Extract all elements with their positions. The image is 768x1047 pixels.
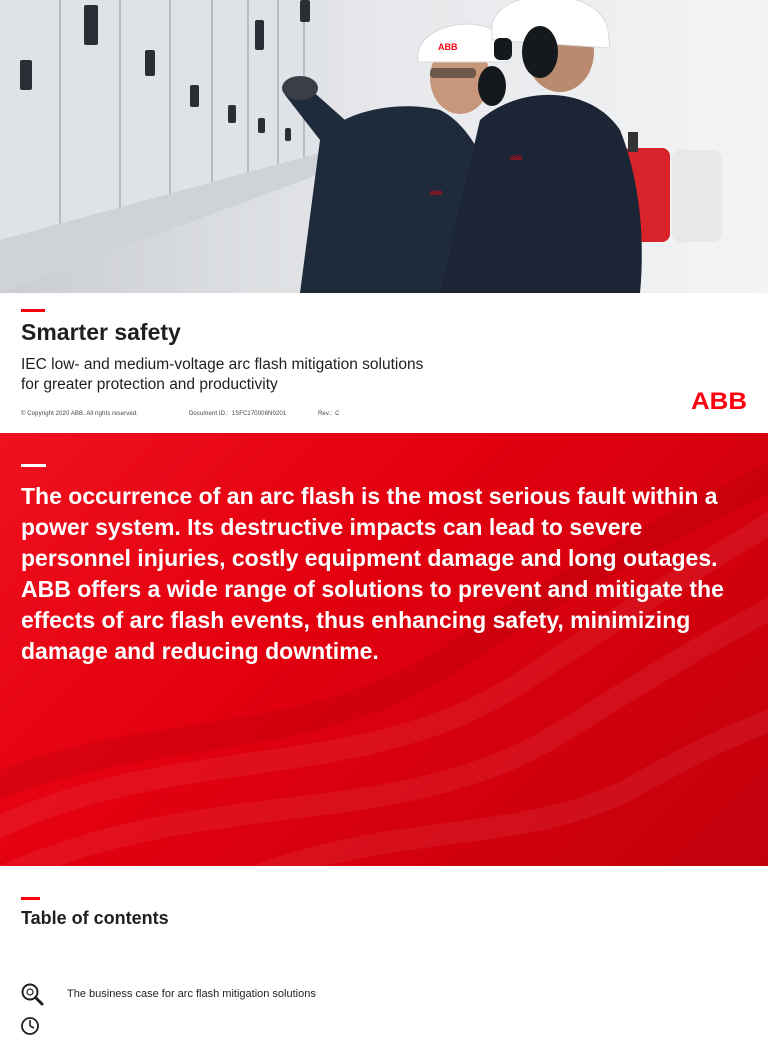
intro-accent-bar [21,464,46,467]
intro-panel [0,433,768,866]
abb-logo [691,388,747,412]
svg-text:ABB: ABB [430,191,443,197]
copyright-notice: © Copyright 2020 ABB. All rights reserved. [21,411,139,417]
toc-item-label: The business case for arc flash mitigation solutions [67,988,316,1000]
toc-item[interactable] [18,980,316,1008]
title-accent-bar [21,309,45,312]
svg-text:ABB: ABB [438,42,458,52]
document-id [189,411,286,417]
toc-accent-bar [21,897,40,900]
toc-item[interactable] [18,1014,67,1042]
document-id-value: 1SFC170008N0201 [231,411,287,417]
page-subtitle [21,355,491,394]
document-id-label: Document ID.: [189,411,229,417]
revision-value: C [335,411,340,417]
subtitle-line-2: for greater protection and productivity [21,375,278,393]
page-title: Smarter safety [21,319,181,345]
clock-icon [18,1014,46,1042]
svg-text:ABB: ABB [510,156,523,162]
intro-paragraph: The occurrence of an arc flash is the most serious fault within a power system. Its destructive impacts can lead to severe personnel injuries, costly equipment damage and long outages. ABB offers a wide range of solutions to prevent and mitigate the effects of arc flash events, thus enhancing safety, minimizing damage and reducing downtime. [21,483,724,664]
hero-photo [0,0,768,293]
magnifier-icon [18,980,46,1008]
revision-label: Rev.: [318,411,333,417]
revision [318,411,340,417]
subtitle-line-1: IEC low- and medium-voltage arc flash mitigation solutions [21,356,424,373]
svg-text:ABB: ABB [691,388,747,412]
switchgear-workers-illustration [0,0,768,293]
toc-title: Table of contents [21,908,169,928]
